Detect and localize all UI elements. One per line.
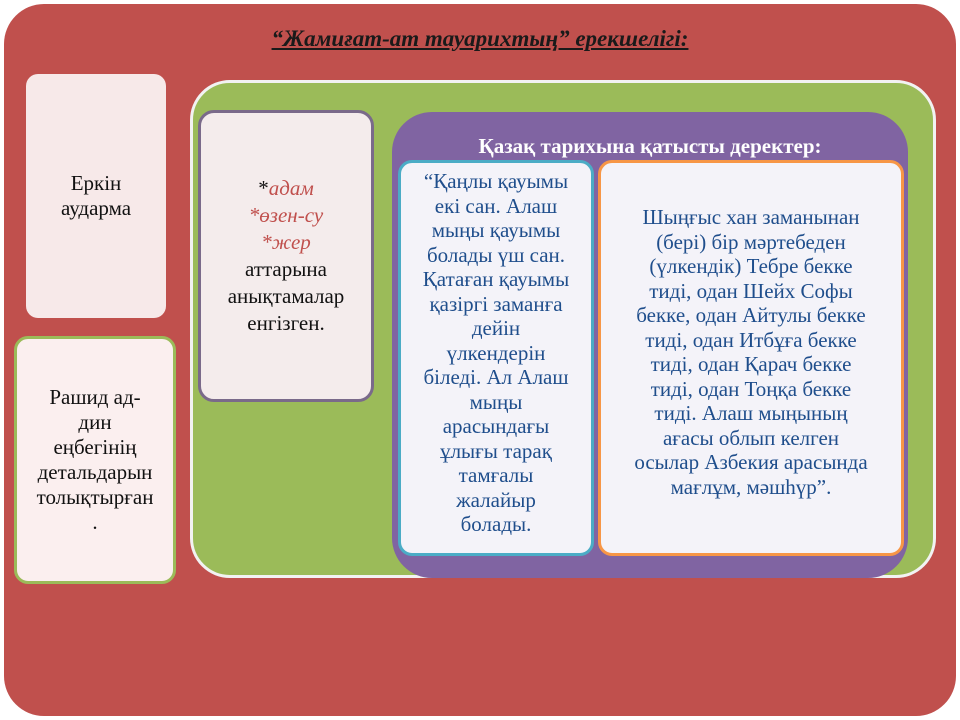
quote-line: тиді, одан Тоңқа бекке <box>650 376 852 401</box>
quote-line: бекке, одан Айтулы бекке <box>636 303 866 327</box>
quote-line: тиді, одан Қарач бекке <box>650 352 852 376</box>
star-marker: * <box>248 203 260 227</box>
box-text-line: анықтамалар <box>227 284 345 308</box>
quote-line: (үлкендік) Тебре бекке <box>649 254 853 278</box>
star-marker: * <box>258 176 269 200</box>
quote-line: мыңы қауымы <box>431 218 561 242</box>
box-text-line: Рашид ад- <box>49 385 141 409</box>
sources-title: Қазақ тарихына қатысты деректер: <box>478 134 822 158</box>
star-marker: * <box>261 230 272 254</box>
quote-right-box <box>598 160 904 556</box>
quote-line: осылар Азбекия арасында <box>634 450 868 474</box>
box-text-line: толықтырған <box>36 485 154 509</box>
box-text-line: аударма <box>60 196 132 220</box>
quote-line: болады үш сан. <box>426 242 566 267</box>
name-item <box>261 229 311 256</box>
quote-line: мыңы <box>469 389 523 414</box>
quote-line: (бері) бір мәртебеден <box>656 229 846 254</box>
quote-line: ағасы облып келген <box>662 425 840 450</box>
box-text-line: аттарына <box>245 257 327 281</box>
quote-line: тиді. Алаш мыңының <box>654 401 848 425</box>
name-item <box>258 175 314 202</box>
quote-line: жалайыр <box>456 487 536 512</box>
quote-line: дейін <box>471 316 521 340</box>
name-item-text: өзен-су <box>259 203 324 227</box>
quote-line: тиді, одан Шейх Софы <box>649 278 853 303</box>
quote-line: арасындағы <box>442 414 550 438</box>
quote-line: ұлығы тарақ <box>440 438 552 463</box>
quote-line: Шыңғыс хан заманынан <box>642 205 860 229</box>
quote-line: қазіргі заманға <box>429 291 563 316</box>
quote-line: мағлұм, мәшһүр”. <box>670 474 832 499</box>
box-text-line: Еркін <box>70 171 122 195</box>
box-text-line: дин <box>78 410 112 434</box>
rashid-supplement-box <box>14 336 176 584</box>
quote-line: “Қаңлы қауымы <box>423 169 569 193</box>
quote-left-box <box>398 160 594 556</box>
box-text-line: енгізген. <box>247 311 325 335</box>
box-text-line: еңбегінің <box>53 435 137 459</box>
free-translation-box <box>26 74 166 318</box>
name-item-text: жер <box>271 230 311 254</box>
quote-line: болады. <box>460 512 532 536</box>
slide-title: “Жамиғат-ат тауарихтың” ерекшелігі: <box>271 26 689 51</box>
box-text-line: детальдарын <box>37 460 153 484</box>
quote-line: тиді, одан Итбұға бекке <box>645 327 857 352</box>
quote-line: үлкендерін <box>446 340 546 365</box>
quote-line: тамғалы <box>458 463 534 487</box>
name-item <box>249 202 323 229</box>
names-definitions-box <box>198 110 374 402</box>
quote-line: біледі. Ал Алаш <box>423 365 569 389</box>
quote-line: Қатаған қауымы <box>422 267 570 291</box>
quote-line: екі сан. Алаш <box>434 193 558 218</box>
name-item-text: адам <box>268 176 314 200</box>
box-text-line: . <box>92 510 98 534</box>
